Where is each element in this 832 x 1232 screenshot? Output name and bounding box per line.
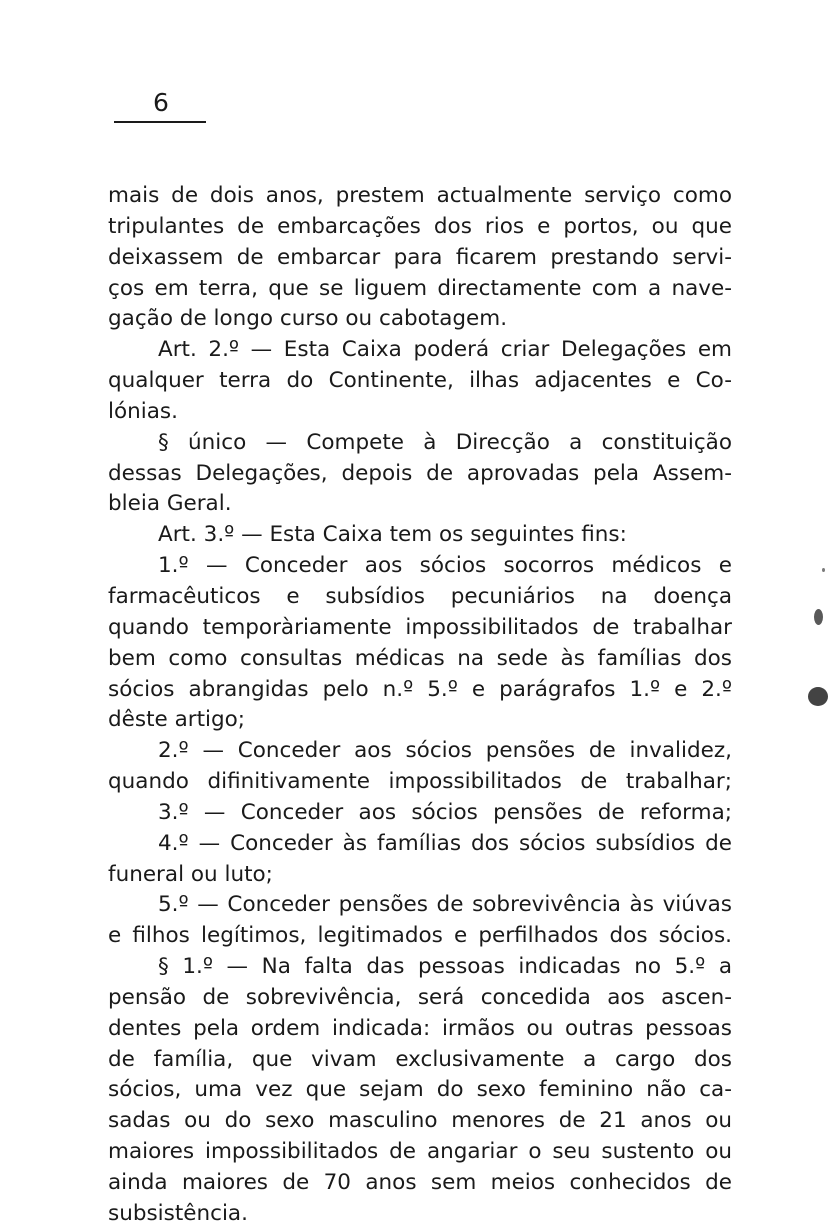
text-line: § 1.º — Na falta das pessoas indicadas no 5.º a — [158, 954, 732, 980]
text-line: de família, que vivam exclusivamente a cargo dos — [108, 1046, 732, 1072]
text-line: deixassem de embarcar para ficarem prestando servi- — [108, 244, 732, 270]
text-line: 4.º — Conceder às famílias dos sócios subsídios de — [158, 830, 732, 856]
text-line: lónias. — [108, 398, 178, 424]
text-line: ainda maiores de 70 anos sem meios conhecidos de — [108, 1170, 732, 1195]
text-line: mais de dois anos, prestem actualmente serviço como — [108, 183, 732, 208]
text-line: 3.º — Conceder aos sócios pensões de reforma; — [158, 799, 732, 825]
text-line: pensão de sobrevivência, será concedida aos ascen- — [108, 984, 732, 1010]
page-number-rule — [114, 121, 206, 123]
text-line: funeral ou luto; — [108, 861, 273, 887]
text-line: qualquer terra do Continente, ilhas adjacentes e Co- — [108, 368, 732, 394]
text-line: quando difinitivamente impossibilitados de trabalhar; — [108, 769, 732, 795]
text-line: dêste artigo; — [108, 707, 246, 733]
text-line: dessas Delegações, depois de aprovadas pela Assem- — [108, 460, 732, 486]
text-line: dentes pela ordem indicada: irmãos ou outras pessoas — [108, 1015, 732, 1041]
text-line: bleia Geral. — [108, 491, 232, 517]
text-line: Art. 3.º — Esta Caixa tem os seguintes fins: — [158, 522, 627, 548]
body-text — [108, 181, 732, 1230]
text-line: bem como consultas médicas na sede às famílias dos — [108, 645, 732, 671]
text-line: ços em terra, que se liguem directamente com a nave- — [108, 275, 732, 301]
scan-speck — [822, 568, 825, 572]
text-line: 5.º — Conceder pensões de sobrevivência às viúvas — [158, 892, 732, 918]
text-line: sadas ou do sexo masculino menores de 21 anos ou — [108, 1108, 732, 1134]
page-number: 6 — [153, 88, 169, 117]
text-line: 2.º — Conceder aos sócios pensões de invalidez, — [158, 738, 732, 764]
text-line: quando temporàriamente impossibilitados de trabalhar — [108, 614, 732, 640]
scan-speck — [808, 687, 828, 706]
text-line: 1.º — Conceder aos sócios socorros médicos e — [158, 553, 732, 579]
text-line: gação de longo curso ou cabotagem. — [108, 306, 508, 332]
text-line: maiores impossibilitados de angariar o seu sustento ou — [108, 1139, 732, 1165]
text-line: sócios abrangidas pelo n.º 5.º e parágrafos 1.º e 2.º — [108, 676, 732, 702]
text-line: sócios, uma vez que sejam do sexo feminino não ca- — [108, 1077, 732, 1103]
text-line: § único — Compete à Direcção a constituição — [158, 429, 732, 455]
scan-speck — [814, 609, 823, 625]
text-line: subsistência. — [108, 1200, 248, 1226]
text-line: Art. 2.º — Esta Caixa poderá criar Delegações em — [158, 337, 732, 363]
text-line: farmacêuticos e subsídios pecuniários na doença — [108, 583, 732, 609]
text-line: e filhos legítimos, legitimados e perfilhados dos sócios. — [108, 923, 732, 949]
text-line: tripulantes de embarcações dos rios e portos, ou que — [108, 213, 732, 239]
